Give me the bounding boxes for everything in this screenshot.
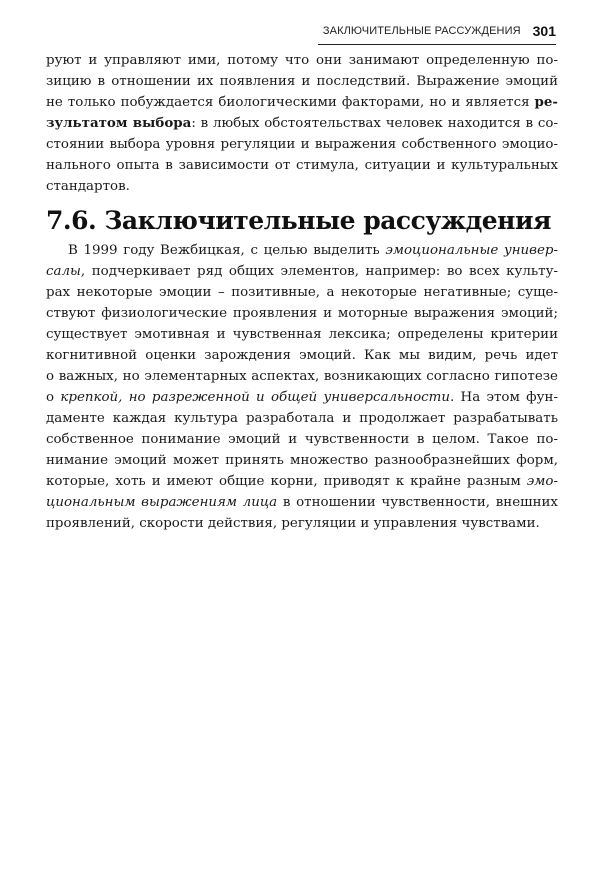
text-line — [46, 261, 558, 282]
text-run: В 1999 году Вежбицкая, с целью выделить — [68, 243, 386, 258]
text-line: стоянии выбора уровня регуляции и выражения собственного эмоцио- — [46, 137, 558, 152]
text-run: в отношении чувственности, внешних — [277, 495, 558, 510]
italic-term: эмо- — [526, 474, 558, 489]
italic-term: циональным выражениям лица — [46, 495, 278, 510]
italic-term: салы — [46, 264, 81, 279]
text-line: ствуют физиологические проявления и моторные выражения эмоций; — [46, 306, 558, 321]
text-run: которые, хоть и имеют общие корни, приводят к крайне разным — [46, 474, 527, 489]
running-header — [318, 18, 556, 45]
text-line — [46, 92, 558, 113]
text-line: собственное понимание эмоций и чувственности в целом. Такое по- — [46, 432, 558, 447]
text-run: : в любых обстоятельствах человек находится в со- — [191, 116, 558, 131]
text-line: когнитивной оценки зарождения эмоций. Как мы видим, речь идет — [46, 348, 558, 363]
bold-term: ре- — [534, 94, 558, 110]
text-run: о — [46, 390, 61, 405]
page-number: 301 — [532, 23, 556, 39]
text-line: существует эмотивная и чувственная лексика; определены критерии — [46, 327, 558, 342]
text-line — [46, 492, 558, 513]
text-run: не только побуждается биологическими факторами, но и является — [46, 95, 535, 110]
running-title: ЗАКЛЮЧИТЕЛЬНЫЕ РАССУЖДЕНИЯ — [322, 25, 521, 37]
text-line: проявлений, скорости действия, регуляции и управления чувствами. — [46, 516, 540, 531]
text-line: зицию в отношении их появления и последствий. Выражение эмоций — [46, 74, 558, 89]
text-line: рах некоторые эмоции – позитивные, а некоторые негативные; суще- — [46, 285, 558, 300]
text-line: стандартов. — [46, 179, 130, 194]
text-line — [46, 113, 558, 134]
text-line — [46, 387, 558, 408]
text-line: даменте каждая культура разработала и продолжает разрабатывать — [46, 411, 558, 426]
text-line: руют и управляют ими, потому что они занимают определенную по- — [46, 53, 558, 68]
text-line — [46, 240, 558, 261]
text-line: нального опыта в зависимости от стимула, ситуации и культуральных — [46, 158, 558, 173]
italic-term: крепкой, но разреженной и общей универсальности — [60, 390, 450, 405]
text-line: нимание эмоций может принять множество разнообразнейших форм, — [46, 453, 558, 468]
text-run: , подчеркивает ряд общих элементов, например: во всех культу- — [80, 264, 558, 279]
text-run: . На этом фун- — [449, 390, 558, 405]
text-line: о важных, но элементарных аспектах, возникающих согласно гипотезе — [46, 369, 558, 384]
bold-term: зультатом выбора — [46, 115, 192, 131]
text-line — [46, 471, 558, 492]
italic-term: эмоциональные универ- — [385, 243, 558, 258]
section-heading: 7.6. Заключительные рассуждения — [46, 206, 551, 235]
paragraph-section-body — [46, 240, 558, 534]
paragraph-continued — [46, 50, 558, 197]
